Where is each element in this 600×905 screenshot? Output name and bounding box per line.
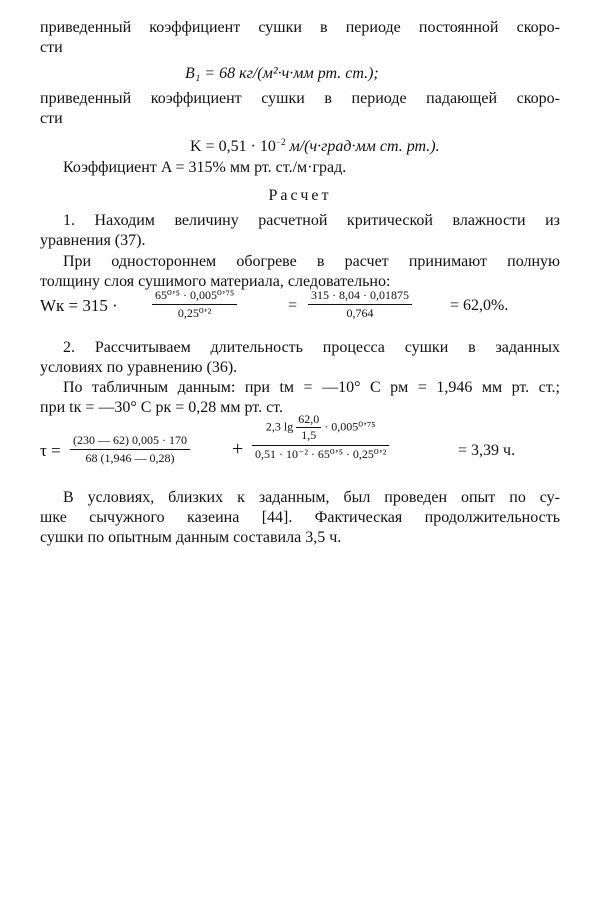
paragraph-line: толщину слоя сушимого материала, следовательно:: [40, 273, 391, 290]
fraction: 2,3 lg $\frac{62,0}{1,5}$ · 0,005⁰ʼ⁷⁵ 0,51 · 10⁻² · 65⁰ʼ⁵ · 0,25⁰ʼ²: [252, 412, 389, 462]
equation-lhs: τ =: [40, 441, 61, 460]
fraction: $\frac{315 \cdot 8,04 \cdot 0,01875}{0,764}$: [308, 288, 412, 321]
paragraph-line: 1. Находим величину расчетной критической влажности из: [63, 212, 560, 229]
paragraph-line: условиях по уравнению (36).: [40, 359, 238, 376]
paragraph-line: При одностороннем обогреве в расчет принимают полную: [63, 253, 560, 270]
paragraph-line: сти: [40, 110, 63, 127]
paragraph-line: В условиях, близких к заданным, был проведен опыт по су-: [63, 489, 560, 506]
paragraph-line: при tк = —30° C pк = 0,28 мм рт. ст.: [40, 399, 283, 416]
equation-lhs: Wк = 315 ·: [40, 296, 118, 315]
inner-fraction: $\frac{62,0}{1,5}$: [298, 412, 320, 442]
paragraph-line: приведенный коэффициент сушки в периоде постоянной скоро-: [40, 19, 560, 36]
paragraph-line: уравнения (37).: [40, 232, 146, 249]
paragraph-line: шке сычужного казеина [44]. Фактическая продолжительность: [40, 509, 560, 526]
formula-b1: B₁ = 68 кг/(м²·ч·мм рт. ст.);: [185, 65, 379, 82]
paragraph-line: сушки по опытным данным составила 3,5 ч.: [40, 529, 342, 546]
paragraph-line: По табличным данным: при tм = —10° C pм = 1,946 мм рт. ст.;: [63, 379, 560, 396]
paragraph-line: Коэффициент A = 315% мм рт. ст./м·град.: [63, 159, 347, 176]
fraction: 65⁰ʼ⁵ · 0,005⁰ʼ⁷⁵ 0,25⁰ʼ²: [152, 288, 237, 321]
fraction: $\frac{(230 — 62) 0,005 \cdot 170}{68 (1,946 — 0,28)}$: [70, 433, 190, 466]
paragraph-line: сти: [40, 39, 63, 56]
section-heading: Расчет: [268, 187, 332, 204]
paragraph-line: приведенный коэффициент сушки в периоде падающей скоро-: [40, 90, 560, 107]
formula-k: $K = 0,51 \cdot 10^{-2}$ м/(ч·град·мм ст. рт.).: [190, 137, 440, 155]
paragraph-line: 2. Рассчитываем длительность процесса сушки в заданных: [63, 339, 560, 356]
